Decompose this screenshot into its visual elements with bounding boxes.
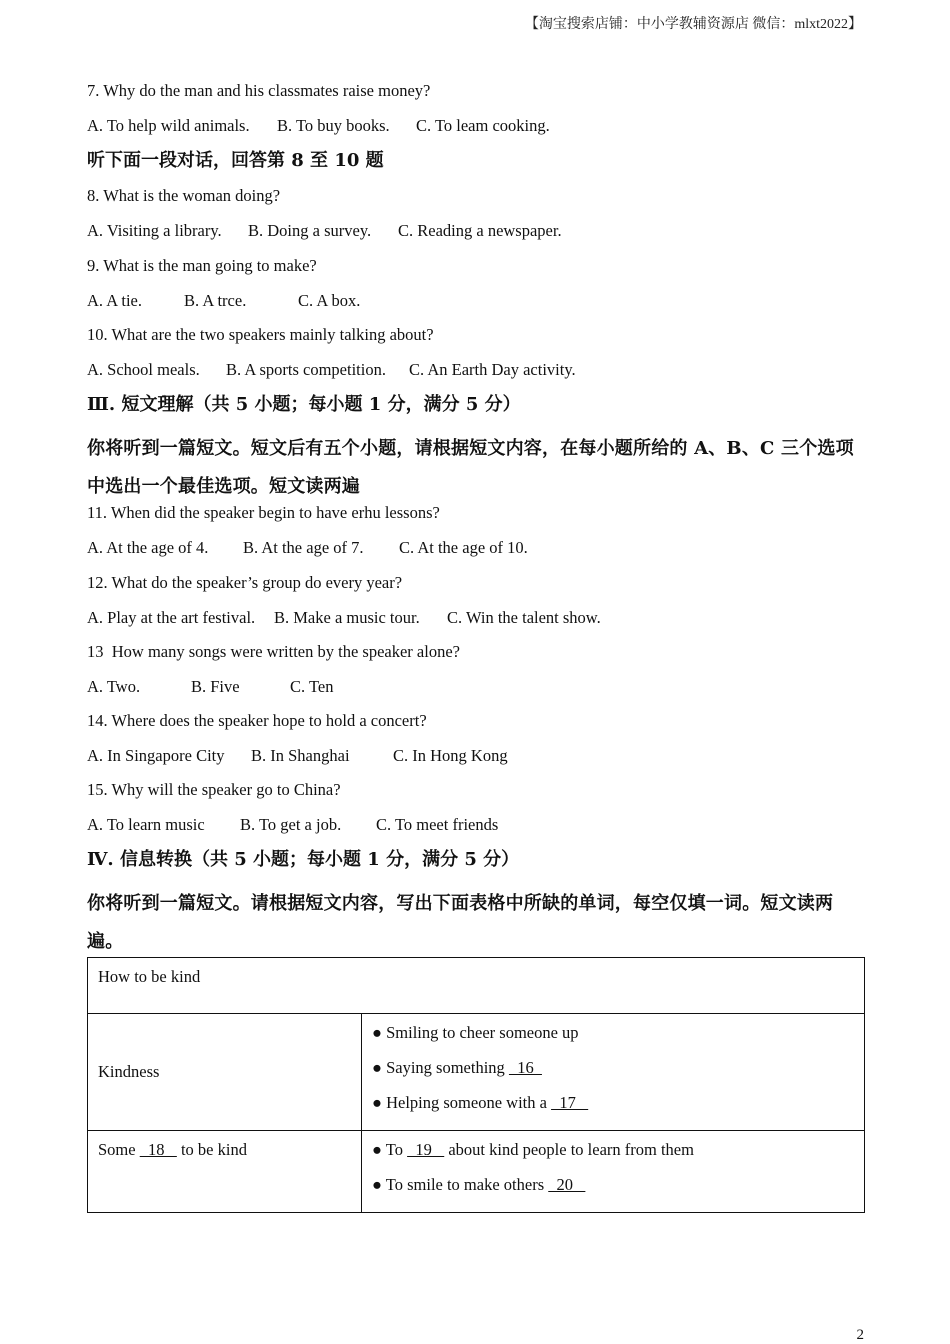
- page-number: 2: [856, 1327, 864, 1343]
- option-c: C. An Earth Day activity.: [409, 360, 576, 379]
- option-b: B. At the age of 7.: [243, 538, 364, 557]
- blank-20: 20: [548, 1175, 586, 1194]
- table-row: [88, 958, 865, 1014]
- blank-19: 19: [407, 1140, 445, 1159]
- item-text: about kind people to learn from them: [444, 1140, 694, 1159]
- option-b: B. To buy books.: [277, 116, 390, 135]
- list-item: [372, 1175, 854, 1210]
- list-item: [372, 1058, 854, 1093]
- question-14-options: [87, 746, 508, 766]
- blank-17: 17: [551, 1093, 589, 1112]
- list-item: [372, 1093, 854, 1128]
- option-a: A. Two.: [87, 677, 141, 696]
- bullet-icon: ●: [372, 1023, 382, 1042]
- option-c: C. Win the talent show.: [447, 608, 601, 627]
- option-a: A. In Singapore City: [87, 746, 225, 765]
- option-a: A. A tie.: [87, 291, 143, 310]
- question-10-stem: 10. What are the two speakers mainly talking about?: [87, 325, 434, 344]
- label-text: to be kind: [176, 1140, 247, 1159]
- item-text: Smiling to cheer someone up: [386, 1023, 579, 1042]
- label-text: Some: [98, 1140, 140, 1159]
- question-15-options: [87, 815, 498, 835]
- option-c: C. Reading a newspaper.: [398, 221, 562, 240]
- section-4-title: Ⅳ. 信息转换（共 5 小题；每小题 1 分，满分 5 分）: [87, 849, 520, 870]
- option-b: B. Make a music tour.: [274, 608, 420, 627]
- option-a: A. To learn music: [87, 815, 205, 834]
- question-15-stem: 15. Why will the speaker go to China?: [87, 780, 341, 799]
- question-12-stem: 12. What do the speaker’s group do every year?: [87, 573, 403, 592]
- item-text: Helping someone with a: [386, 1093, 552, 1112]
- option-c: C. To meet friends: [376, 815, 499, 834]
- list-item: [372, 1140, 854, 1175]
- bullet-icon: ●: [372, 1175, 382, 1194]
- option-a: A. At the age of 4.: [87, 538, 209, 557]
- question-10-options: [87, 360, 576, 380]
- bullet-icon: ●: [372, 1140, 382, 1159]
- question-11-options: [87, 538, 528, 558]
- question-8-options: [87, 221, 562, 241]
- info-table: [87, 957, 865, 1213]
- list-item: [372, 1023, 854, 1058]
- item-text: Saying something: [386, 1058, 509, 1077]
- table-row: [88, 1131, 865, 1213]
- option-b: B. In Shanghai: [251, 746, 350, 765]
- option-a: A. Play at the art festival.: [87, 608, 256, 627]
- item-text: To smile to make others: [385, 1175, 549, 1194]
- question-13-stem: 13 How many songs were written by the speaker alone?: [87, 642, 460, 661]
- kindness-items: [362, 1014, 865, 1131]
- question-12-options: [87, 608, 601, 628]
- bullet-icon: ●: [372, 1093, 382, 1112]
- option-a: A. To help wild animals.: [87, 116, 250, 135]
- bullet-icon: ●: [372, 1058, 382, 1077]
- section-3-title: Ⅲ. 短文理解（共 5 小题；每小题 1 分，满分 5 分）: [87, 394, 521, 415]
- option-a: A. Visiting a library.: [87, 221, 222, 240]
- item-text: To: [385, 1140, 408, 1159]
- page-header: 【淘宝搜索店铺：中小学教辅资源店 微信：mlxt2022】: [524, 17, 862, 32]
- option-c: C. At the age of 10.: [399, 538, 528, 557]
- question-11-stem: 11. When did the speaker begin to have erhu lessons?: [87, 503, 440, 522]
- option-c: C. To leam cooking.: [416, 116, 550, 135]
- table-title: How to be kind: [88, 958, 865, 1014]
- question-9-stem: 9. What is the man going to make?: [87, 256, 317, 275]
- option-b: B. To get a job.: [240, 815, 342, 834]
- section-3-instruction: 你将听到一篇短文。短文后有五个小题，请根据短文内容，在每小题所给的 A、B、C 三个选项中选出一个最佳选项。短文读两遍: [87, 438, 854, 497]
- option-c: C. Ten: [290, 677, 334, 696]
- kindness-label: Kindness: [88, 1014, 362, 1131]
- blank-18: 18: [139, 1140, 177, 1159]
- question-7-stem: 7. Why do the man and his classmates raise money?: [87, 81, 431, 100]
- question-7-options: [87, 116, 550, 136]
- ways-label: [88, 1131, 362, 1213]
- option-b: B. A trce.: [184, 291, 247, 310]
- table-row: [88, 1014, 865, 1131]
- question-14-stem: 14. Where does the speaker hope to hold a concert?: [87, 711, 427, 730]
- question-9-options: [87, 291, 360, 311]
- option-c: C. In Hong Kong: [393, 746, 508, 765]
- instruction-8-10: 听下面一段对话，回答第 8 至 10 题: [87, 150, 384, 171]
- section-4-instruction: 你将听到一篇短文。请根据短文内容，写出下面表格中所缺的单词，每空仅填一词。短文读两遍。: [87, 893, 834, 952]
- option-b: B. Doing a survey.: [248, 221, 372, 240]
- question-13-options: [87, 677, 333, 697]
- blank-16: 16: [508, 1058, 542, 1077]
- ways-items: [362, 1131, 865, 1213]
- option-b: B. A sports competition.: [226, 360, 386, 379]
- option-b: B. Five: [191, 677, 240, 696]
- option-a: A. School meals.: [87, 360, 200, 379]
- option-c: C. A box.: [298, 291, 361, 310]
- question-8-stem: 8. What is the woman doing?: [87, 186, 281, 205]
